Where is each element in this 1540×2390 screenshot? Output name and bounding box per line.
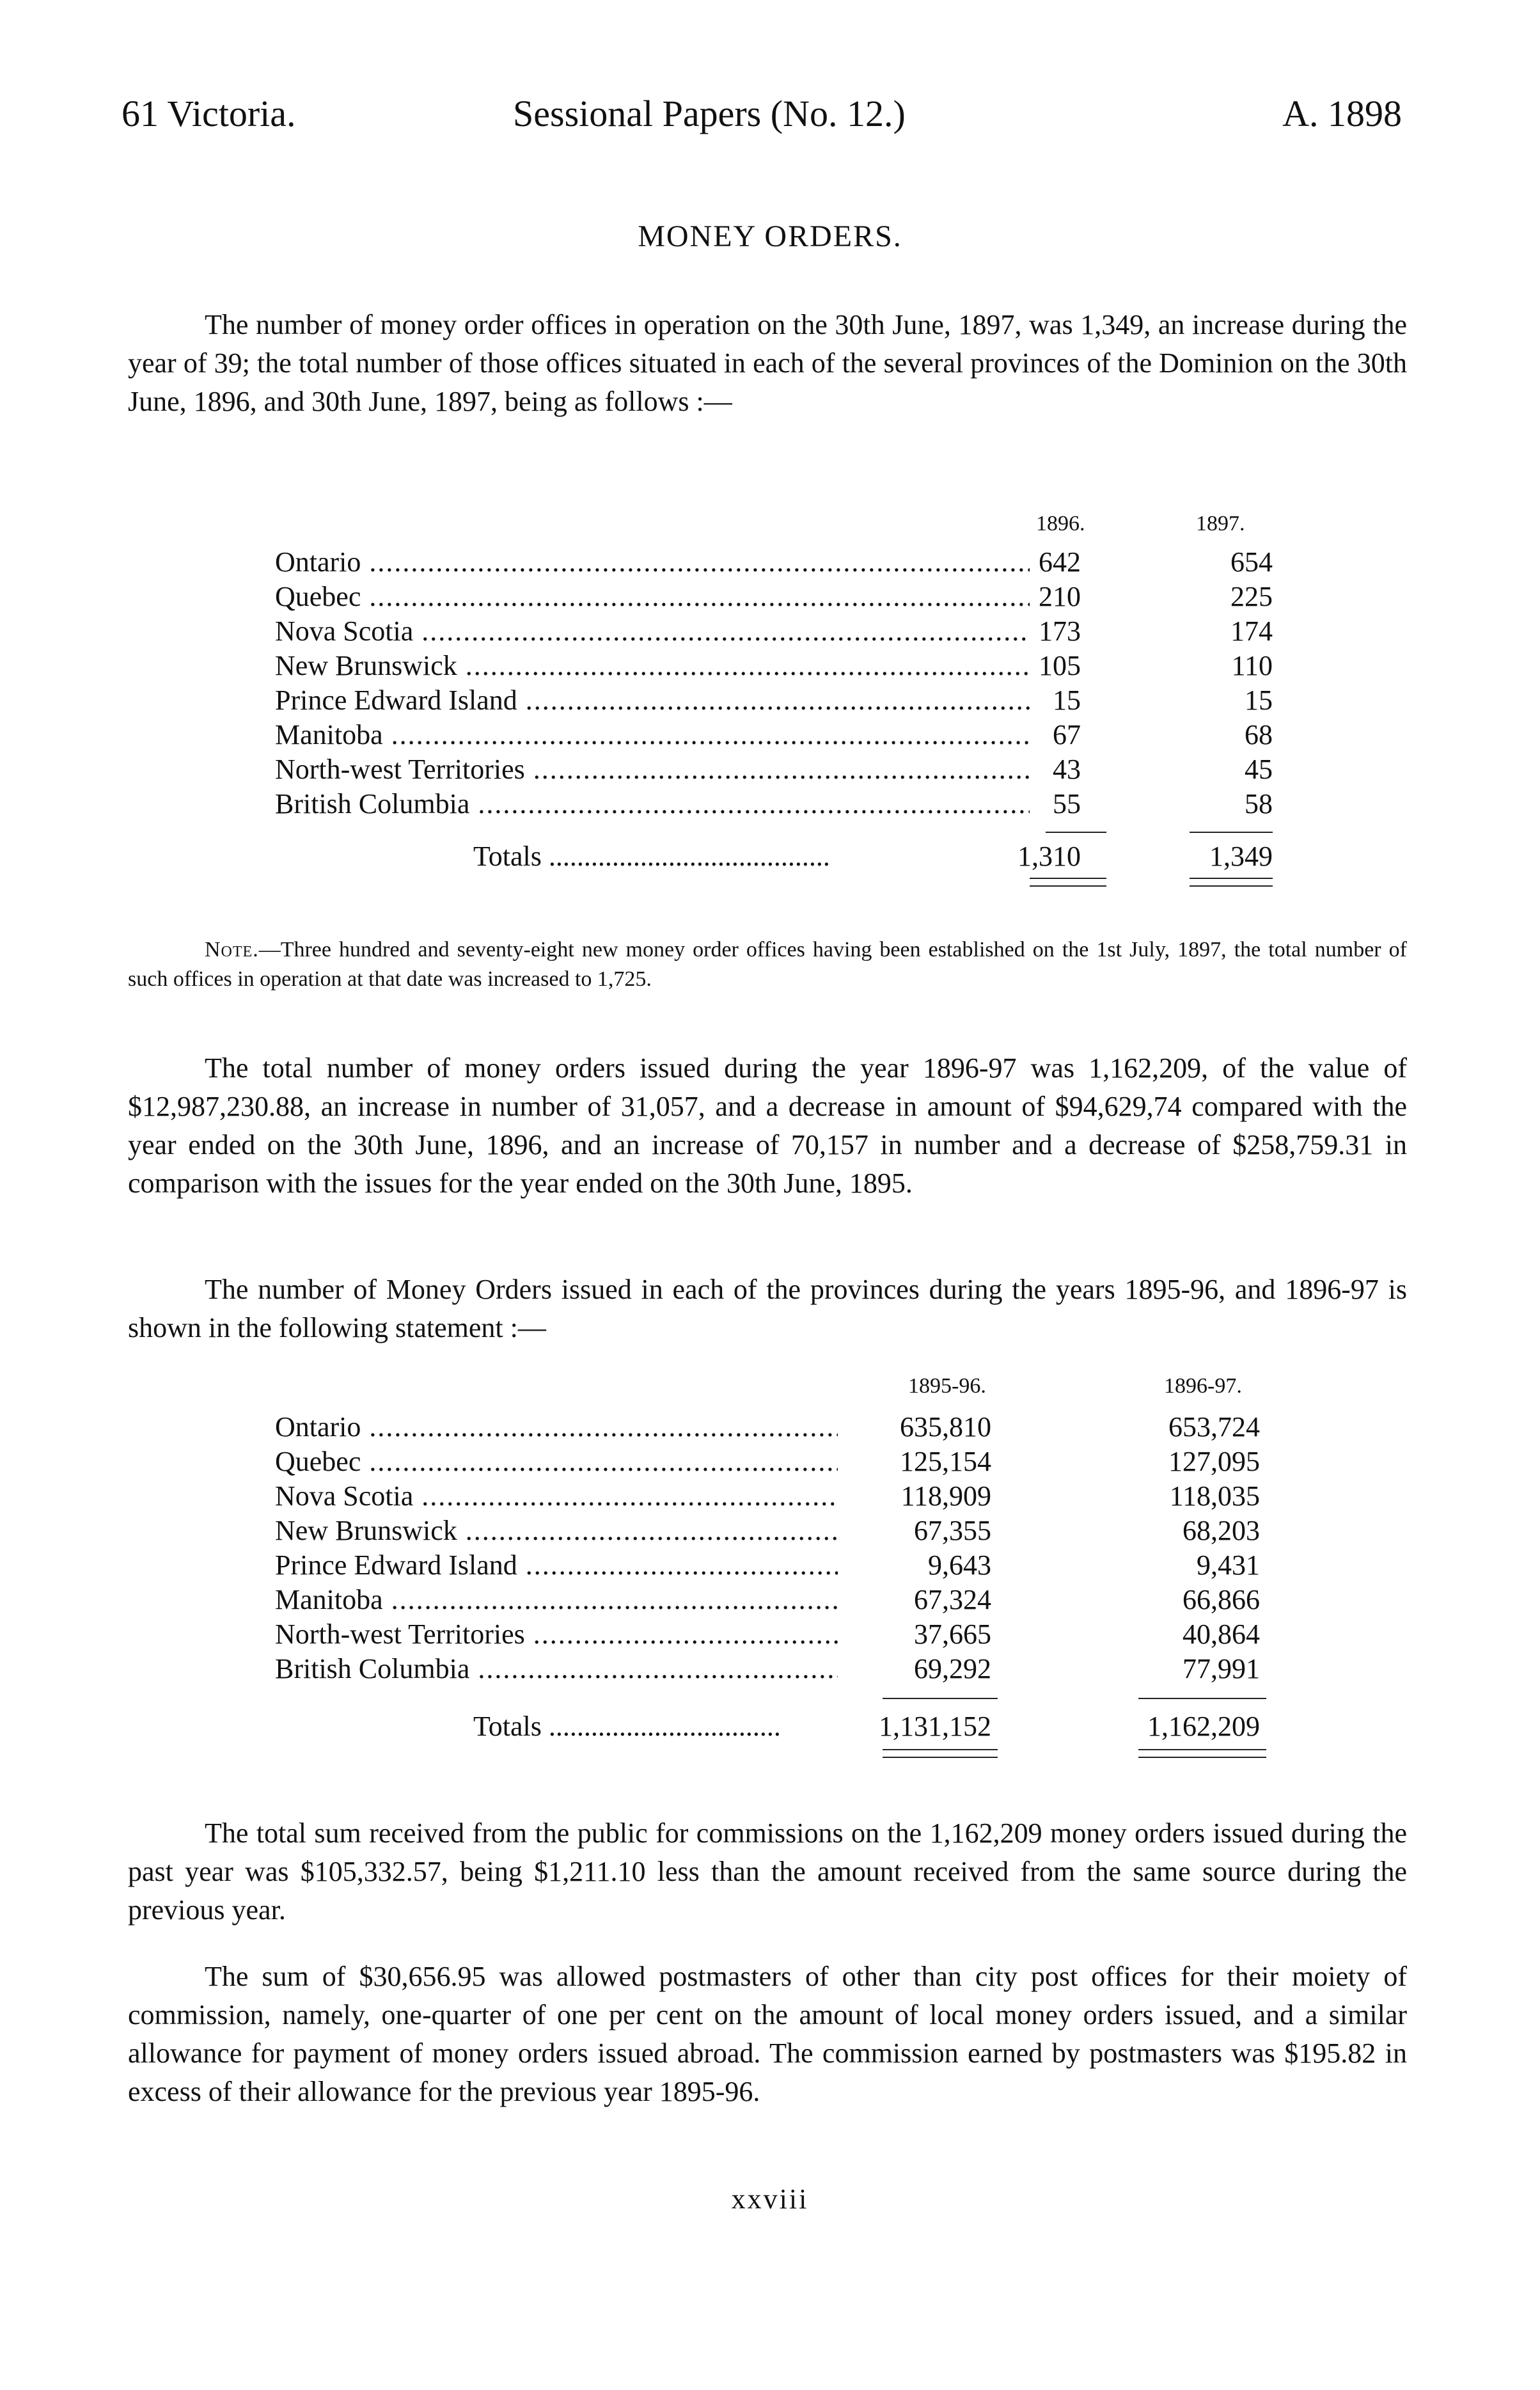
- province-name: Ontario .....: [275, 545, 1030, 580]
- value-1897: 110: [1228, 649, 1273, 683]
- table-note: [128, 935, 1407, 994]
- total-1896: 1,310: [1014, 839, 1081, 874]
- header-volume: 61 Victoria.: [122, 93, 296, 134]
- totals-row: [275, 839, 1273, 874]
- value-1896: 642: [1035, 545, 1081, 580]
- header-year: A. 1898: [1282, 93, 1402, 134]
- value-1896: 105: [1035, 649, 1081, 683]
- total-1896-97: 1,162,209: [1143, 1709, 1260, 1744]
- table-row: [275, 545, 1273, 580]
- total-1895-96: 1,131,152: [875, 1709, 991, 1744]
- paragraph-commissions: The total sum received from the public for commissions on the 1,162,209 money orders issued during the past year was $105,332.57, being $1,211.10 less than the amount received from the same source during the previous year.: [128, 1817, 1407, 1926]
- paragraph-statement-intro: The number of Money Orders issued in each of the provinces during the years 1895-96, and 1896-97 is shown in the following statement :—: [128, 1274, 1407, 1343]
- value-1896: 43: [1049, 752, 1081, 787]
- table-row: [275, 614, 1273, 649]
- table-row: [275, 580, 1273, 614]
- paragraph-orders-issued: The total number of money orders issued during the year 1896-97 was 1,162,209, of the value of $12,987,230.88, an increase in number of 31,057, and a decrease in amount of $94,629,74 compared with the year ended on the 30th June, 1896, and an increase of 70,157 in number and a decrease of $258,759.31 in comparison with the issues for the year ended on the 30th June, 1895.: [128, 1052, 1407, 1199]
- page-number: xxviii: [731, 2183, 809, 2215]
- section-title: MONEY ORDERS.: [638, 219, 902, 253]
- province-name: British Columbia .....: [275, 787, 1030, 821]
- total-double-rule: [883, 1749, 998, 1758]
- orders-col-1895-96: 1895-96.: [908, 1374, 986, 1398]
- header-series: Sessional Papers (No. 12.): [513, 93, 906, 134]
- value-1896: 67: [1049, 718, 1081, 752]
- subtotal-rule: [1190, 832, 1273, 833]
- province-name: Nova Scotia .....: [275, 614, 1030, 649]
- orders-col-1896-97: 1896-97.: [1164, 1374, 1242, 1398]
- value-1897: 225: [1227, 580, 1273, 614]
- offices-table: [275, 512, 1273, 908]
- table-row: [275, 1410, 1273, 1444]
- value-1897: 15: [1241, 683, 1273, 718]
- table-row: [275, 1514, 1273, 1548]
- paragraph-offices: The number of money order offices in operation on the 30th June, 1897, was 1,349, an increase during the year of 39; the total number of those offices situated in each of the several provinces of the Dominion on the 30th June, 1896, and 30th June, 1897, being as follows :—: [128, 309, 1407, 417]
- value-1897: 45: [1241, 752, 1273, 787]
- totals-row: [275, 1709, 1273, 1744]
- total-1897: 1,349: [1206, 839, 1273, 874]
- province-name: North-west Territories .....: [275, 752, 1030, 787]
- value-1896: 15: [1049, 683, 1081, 718]
- value-1897: 58: [1241, 787, 1273, 821]
- table-row: [275, 752, 1273, 787]
- table-row: [275, 649, 1273, 683]
- province-name: North-west Territories .....: [275, 1617, 838, 1652]
- table-row: [275, 1583, 1273, 1617]
- subtotal-rule: [1046, 832, 1106, 833]
- province-name: Ontario .....: [275, 1410, 838, 1444]
- province-name: Manitoba .....: [275, 1583, 838, 1617]
- table-row: [275, 1652, 1273, 1686]
- totals-label: Totals .................................: [473, 1711, 781, 1742]
- value-1895-96: 9,643: [924, 1548, 991, 1583]
- subtotal-rule: [1138, 1698, 1266, 1699]
- table-row: [275, 718, 1273, 752]
- value-1895-96: 37,665: [910, 1617, 991, 1652]
- value-1896-97: 40,864: [1179, 1617, 1260, 1652]
- note-text: —Three hundred and seventy-eight new money order offices having been established on the 1st July, 1897, the total number of such offices in operation at that date was increased to 1,725.: [128, 938, 1407, 991]
- value-1896-97: 68,203: [1179, 1514, 1260, 1548]
- value-1895-96: 69,292: [910, 1652, 991, 1686]
- value-1896-97: 653,724: [1165, 1410, 1260, 1444]
- value-1895-96: 67,324: [910, 1583, 991, 1617]
- paragraph-postmasters: The sum of $30,656.95 was allowed postmasters of other than city post offices for their moiety of commission, namely, one-quarter of one per cent on the amount of local money orders issued, and a similar allowance for payment of money orders issued abroad. The commission earned by postmasters was $195.82 in excess of their allowance for the previous year 1895-96.: [128, 1961, 1407, 2107]
- province-name: New Brunswick .....: [275, 649, 1030, 683]
- running-head: [122, 88, 1402, 139]
- province-name: New Brunswick .....: [275, 1514, 838, 1548]
- table-row: [275, 1444, 1273, 1479]
- province-name: Quebec .....: [275, 580, 1030, 614]
- value-1896: 210: [1035, 580, 1081, 614]
- value-1896-97: 127,095: [1165, 1444, 1260, 1479]
- totals-label-text: Totals: [473, 1711, 542, 1742]
- province-name: Quebec .....: [275, 1444, 838, 1479]
- value-1896-97: 66,866: [1179, 1583, 1260, 1617]
- province-name: Nova Scotia .....: [275, 1479, 838, 1514]
- table-row: [275, 1617, 1273, 1652]
- totals-label: Totals ........................................: [473, 841, 830, 872]
- total-double-rule: [1138, 1749, 1266, 1758]
- table-row: [275, 683, 1273, 718]
- value-1897: 654: [1227, 545, 1273, 580]
- table-row: [275, 787, 1273, 821]
- total-double-rule: [1030, 878, 1106, 887]
- value-1896: 55: [1049, 787, 1081, 821]
- value-1897: 174: [1227, 614, 1273, 649]
- total-double-rule: [1190, 878, 1273, 887]
- province-name: Manitoba .....: [275, 718, 1030, 752]
- province-name: British Columbia .....: [275, 1652, 838, 1686]
- orders-table: [275, 1374, 1273, 1771]
- subtotal-rule: [883, 1698, 998, 1699]
- province-name: Prince Edward Island .....: [275, 683, 1030, 718]
- value-1895-96: 118,909: [897, 1479, 991, 1514]
- province-name: Prince Edward Island .....: [275, 1548, 838, 1583]
- value-1896: 173: [1035, 614, 1081, 649]
- totals-label-text: Totals: [473, 841, 542, 872]
- value-1896-97: 118,035: [1166, 1479, 1260, 1514]
- table-row: [275, 1548, 1273, 1583]
- offices-col-1897: 1897.: [1196, 512, 1245, 535]
- value-1895-96: 125,154: [896, 1444, 991, 1479]
- value-1896-97: 9,431: [1193, 1548, 1260, 1583]
- note-label: Note.: [205, 938, 259, 962]
- value-1896-97: 77,991: [1179, 1652, 1260, 1686]
- table-row: [275, 1479, 1273, 1514]
- offices-col-1896: 1896.: [1036, 512, 1085, 535]
- value-1895-96: 67,355: [910, 1514, 991, 1548]
- value-1897: 68: [1241, 718, 1273, 752]
- value-1895-96: 635,810: [896, 1410, 991, 1444]
